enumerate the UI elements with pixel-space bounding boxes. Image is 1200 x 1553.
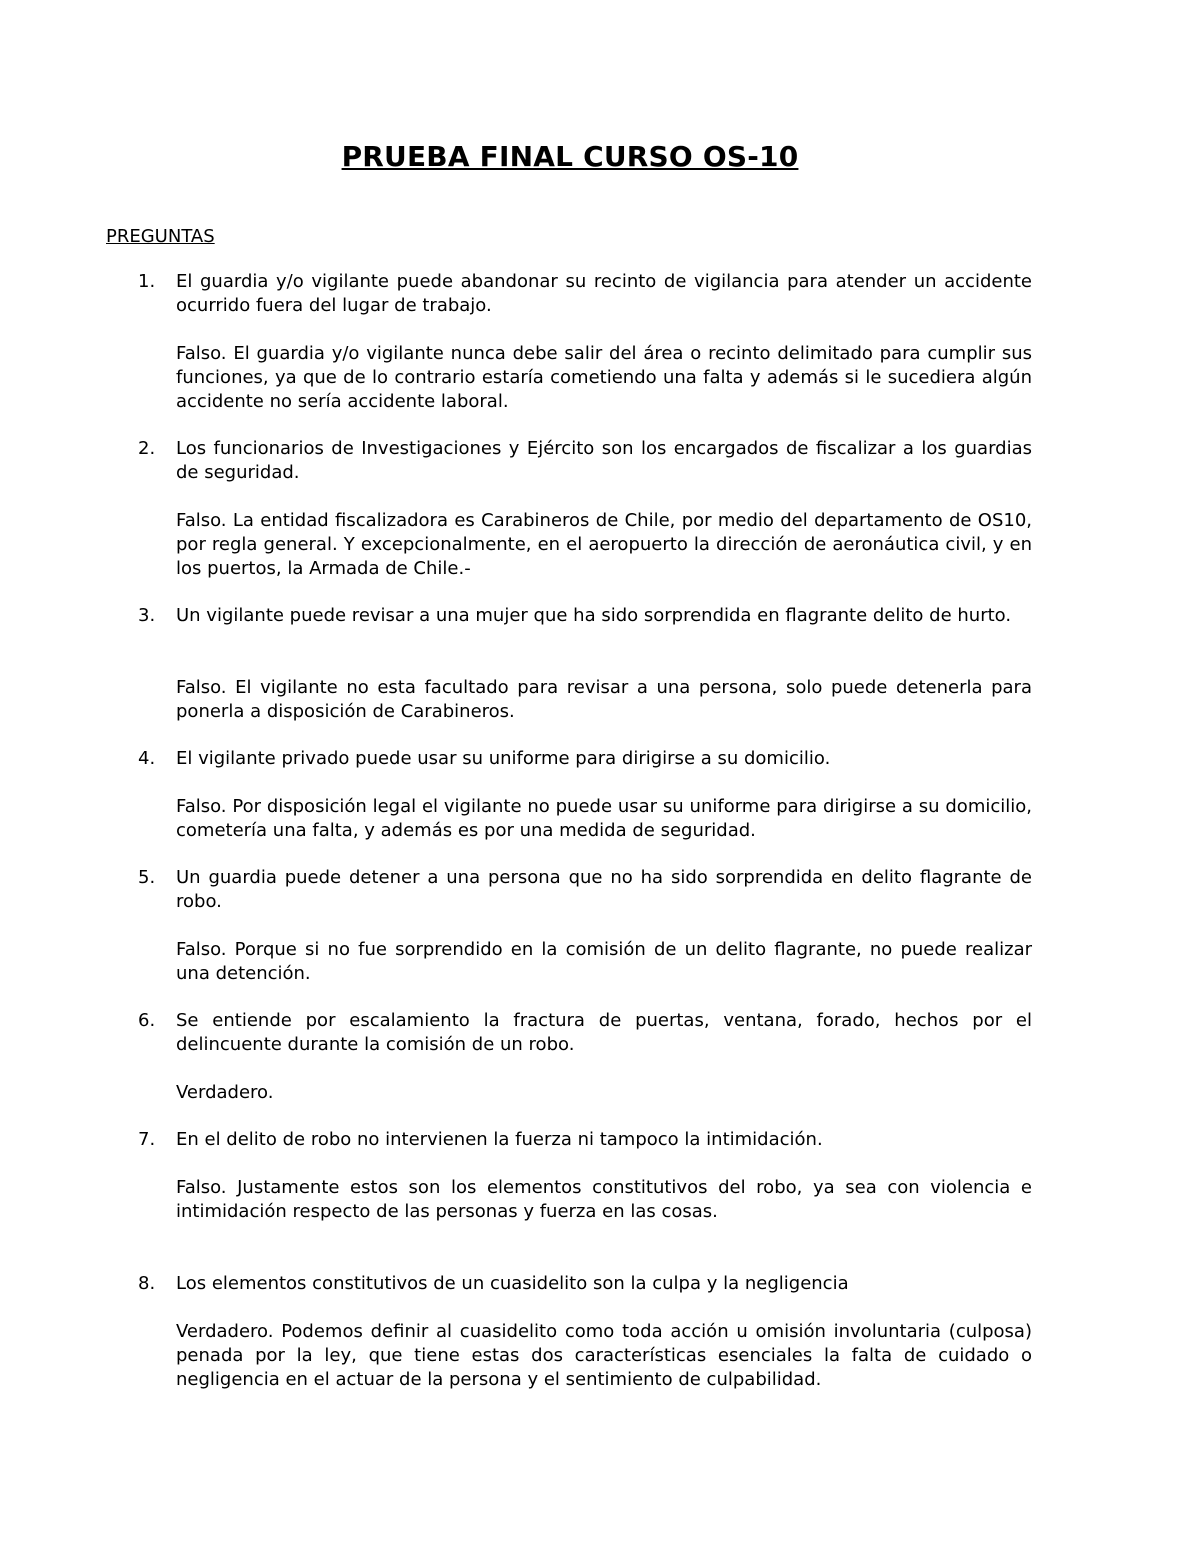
- question-text: Los funcionarios de Investigaciones y Ejército son los encargados de fiscalizar a los guardias de seguridad.: [176, 438, 1032, 483]
- question-answer: Falso. Por disposición legal el vigilante no puede usar su uniforme para dirigirse a su domicilio, cometería una falta, y además es por una medida de seguridad.: [176, 796, 1032, 841]
- section-heading: PREGUNTAS: [106, 226, 215, 247]
- question-text: El guardia y/o vigilante puede abandonar su recinto de vigilancia para atender un accidente ocurrido fuera del lugar de trabajo.: [176, 271, 1032, 316]
- question-number: 1.: [138, 271, 156, 292]
- question-number: 4.: [138, 748, 156, 769]
- question-text: En el delito de robo no intervienen la fuerza ni tampoco la intimidación.: [176, 1129, 823, 1150]
- question-text: Los elementos constitutivos de un cuasidelito son la culpa y la negligencia: [176, 1273, 849, 1294]
- question-number: 3.: [138, 605, 156, 626]
- question-answer: Falso. Justamente estos son los elementos constitutivos del robo, ya sea con violencia e intimidación respecto de las personas y fuerza en las cosas.: [176, 1177, 1032, 1222]
- question-answer: Falso. El vigilante no esta facultado para revisar a una persona, solo puede detenerla para ponerla a disposición de Carabineros.: [176, 677, 1032, 722]
- question-answer: Verdadero. Podemos definir al cuasidelito como toda acción u omisión involuntaria (culposa) penada por la ley, que tiene estas dos características esenciales la falta de cuidado o negligencia en el actuar de la persona y el sentimiento de culpabilidad.: [176, 1321, 1032, 1390]
- question-answer: Verdadero.: [176, 1082, 274, 1103]
- question-number: 6.: [138, 1010, 156, 1031]
- question-answer: Falso. El guardia y/o vigilante nunca debe salir del área o recinto delimitado para cumplir sus funciones, ya que de lo contrario estaría cometiendo una falta y además si le sucediera algún accidente no sería accidente laboral.: [176, 343, 1032, 412]
- question-text: Un vigilante puede revisar a una mujer que ha sido sorprendida en flagrante delito de hurto.: [176, 605, 1012, 626]
- question-number: 8.: [138, 1273, 156, 1294]
- question-text: Un guardia puede detener a una persona que no ha sido sorprendida en delito flagrante de robo.: [176, 867, 1032, 912]
- question-text: El vigilante privado puede usar su uniforme para dirigirse a su domicilio.: [176, 748, 831, 769]
- document-title: PRUEBA FINAL CURSO OS-10: [341, 140, 799, 173]
- question-text: Se entiende por escalamiento la fractura de puertas, ventana, forado, hechos por el delincuente durante la comisión de un robo.: [176, 1010, 1032, 1055]
- question-answer: Falso. Porque si no fue sorprendido en la comisión de un delito flagrante, no puede realizar una detención.: [176, 939, 1032, 984]
- question-number: 7.: [138, 1129, 156, 1150]
- question-number: 5.: [138, 867, 156, 888]
- question-answer: Falso. La entidad fiscalizadora es Carabineros de Chile, por medio del departamento de OS10, por regla general. Y excepcionalmente, en el aeropuerto la dirección de aeronáutica civil, y en los puertos, la Armada de Chile.-: [176, 510, 1032, 579]
- question-number: 2.: [138, 438, 156, 459]
